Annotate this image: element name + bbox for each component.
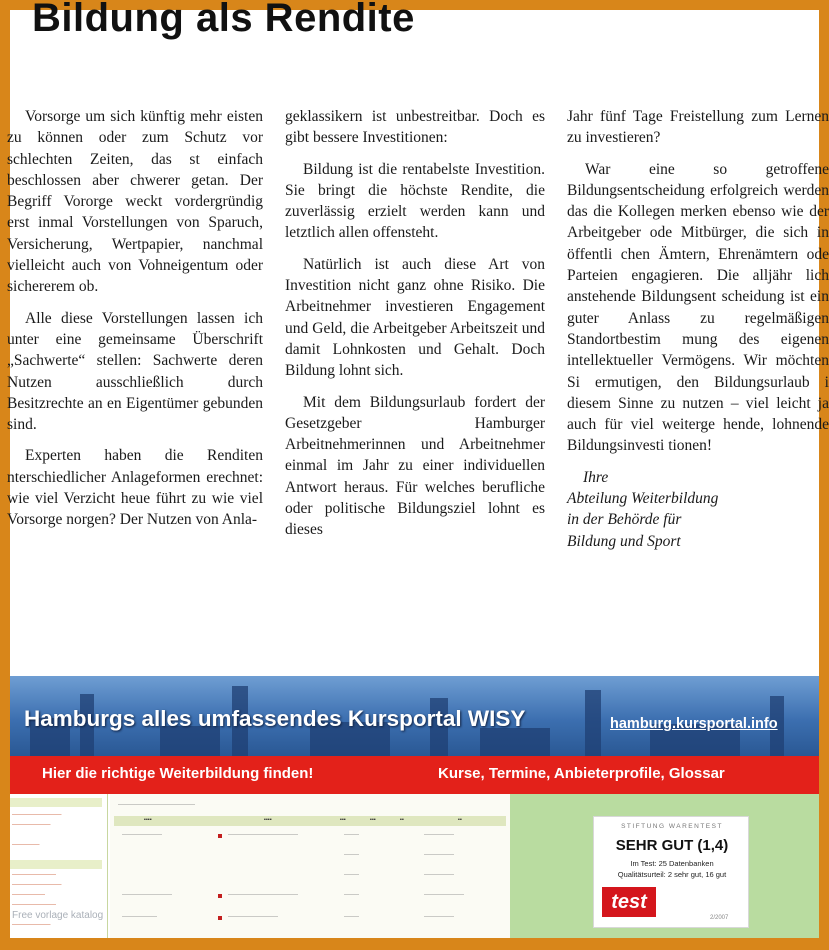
- table-cell: ——————: [424, 832, 454, 838]
- table-cell: ——————————: [228, 914, 278, 920]
- paragraph: Natürlich ist auch diese Art von Investition nicht ganz ohne Risiko. Die Arbeitnehmer investieren Engagement und Geld, die Arbeitgeber Arbeitszeit und damit Lohnkosten und Gehalt. Doch Bildung lohnt sich.: [285, 255, 545, 380]
- watermark: Free vorlage katalog: [12, 910, 104, 921]
- table-cell: ——————: [424, 914, 454, 920]
- table-cell: ———: [344, 892, 359, 898]
- portal-screenshot: [10, 794, 819, 938]
- headline: Bildung als Rendite: [32, 0, 415, 40]
- portal-sidebar: [10, 794, 108, 938]
- tagline-right: Kurse, Termine, Anbieterprofile, Glossar: [438, 765, 725, 782]
- table-cell: ——————————: [122, 892, 172, 898]
- table-cell: ———————: [122, 914, 157, 920]
- signature-line: Bildung und Sport: [567, 532, 681, 550]
- tagline-left: Hier die richtige Weiterbildung finden!: [42, 765, 314, 782]
- table-cell: ————————: [122, 832, 162, 838]
- signature: [567, 467, 829, 552]
- column-header: ▪▪▪▪: [144, 817, 152, 823]
- table-cell: ———: [344, 832, 359, 838]
- portal-results-table: [110, 794, 510, 938]
- column-header: ▪▪▪▪: [264, 817, 272, 823]
- banner-header: [10, 676, 819, 756]
- paragraph: Bildung ist die rentabelste Investition. Sie bringt die höchste Rendite, die zuverlässig erzielt werden kann und letztlich allen offensteht.: [285, 160, 545, 242]
- row-marker: [218, 834, 222, 838]
- table-cell: ——————: [424, 852, 454, 858]
- paragraph: Alle diese Vorstellungen lassen ich unter eine gemeinsame Überschrift „Sachwerte“ stellen: Sachwerte deren Nutzen ausschließlich durch Besitzrechte an en Eigentümer gebunden sind.: [7, 309, 263, 434]
- article-column-1: [7, 106, 263, 541]
- signature-line: in der Behörde für: [567, 511, 682, 529]
- paragraph: Experten haben die Renditen nterschiedlicher Anlageformen erechnet: wie viel Verzicht heue führt zu wie viel Vorsorge norgen? Der Nutzen von Anla-: [7, 447, 263, 529]
- row-marker: [218, 894, 222, 898]
- sidebar-line: —————————: [12, 812, 62, 818]
- skyline-shape: [585, 690, 601, 756]
- column-header: ▪▪: [458, 817, 462, 823]
- sidebar-header: [10, 798, 102, 807]
- badge-detail: Im Test: 25 Datenbanken: [630, 859, 714, 868]
- table-row: [114, 914, 506, 928]
- sidebar-line: —————: [12, 842, 40, 848]
- badge-detail: Qualitätsurteil: 2 sehr gut, 16 gut: [617, 870, 727, 879]
- column-header: ▪▪▪: [340, 817, 346, 823]
- table-row: [114, 832, 506, 846]
- signature-line: Abteilung Weiterbildung: [567, 490, 719, 508]
- sidebar-line: ——————: [12, 892, 45, 898]
- banner-url-link[interactable]: hamburg.kursportal.info: [610, 716, 778, 732]
- banner-title: Hamburgs alles umfassendes Kursportal WISY: [24, 706, 526, 731]
- kursportal-banner[interactable]: [10, 676, 819, 938]
- table-row: [114, 892, 506, 906]
- paragraph: War eine so getroffene Bildungsentscheidung erfolgreich werden das die Kollegen merken ebenso wie der Arbeitgeber ode Mitbürger, die sich in öffentli chen Ämtern, Ehrenämtern ode Parteien engagieren. Die alljähr lich anstehende Bildungsent scheidung ist ein guter Anlass zu regelmäßigen Standortbestim mung des eigenen intellektueller Vermögens. Wir möchten Si ermutigen, den Bildungsurlaub i diesem Sinne zu nutzen – viel leicht ja auch für viel weiterge hende, lohnende Bildungsinvesti tionen!: [567, 160, 829, 455]
- table-cell: ———: [344, 872, 359, 878]
- badge-rating: SEHR GUT (1,4): [615, 837, 729, 854]
- stiftung-warentest-badge: [593, 816, 749, 928]
- article-column-3: [567, 106, 829, 552]
- column-header: ▪▪: [400, 817, 404, 823]
- paragraph: Mit dem Bildungsurlaub fordert der Gesetzgeber Hamburger Arbeitnehmerinnen und Arbeitnehmer einmal im Jahr zu einer individuellen Antwort heraus. Für welches berufliche oder politische Bildungsziel lohnt es dieses: [285, 393, 545, 539]
- table-cell: ——————————————: [228, 892, 298, 898]
- paragraph: Vorsorge um sich künftig mehr eisten zu können oder zum Schutz vor schlechten Zeiten, das st einfach beschlossen aber chwerer getan. Der Begriff Vororge weckt vordergründig erst inmal Vorstellungen von Sparuch, Versicherung, Wertpapier, nanchmal vielleicht auch von Vohneigentum oder sichererem ob.: [7, 108, 263, 296]
- page: [7, 0, 829, 938]
- test-logo: test: [602, 887, 656, 917]
- portal-breadcrumb: ——————————————: [118, 802, 195, 808]
- table-cell: ——————————————: [228, 832, 298, 838]
- sidebar-header: [10, 860, 102, 869]
- paragraph: Jahr fünf Tage Freistellung zum Lernen zu investieren?: [567, 108, 829, 147]
- paragraph: geklassikern ist unbestreitbar. Doch es gibt bessere Investitionen:: [285, 108, 545, 147]
- sidebar-line: ———————: [12, 922, 51, 928]
- table-cell: ———: [344, 914, 359, 920]
- sidebar-line: ————————: [12, 872, 56, 878]
- sidebar-line: ————————: [12, 902, 56, 908]
- table-cell: ————————: [424, 892, 464, 898]
- table-cell: ——————: [424, 872, 454, 878]
- column-header: ▪▪▪: [370, 817, 376, 823]
- sidebar-line: —————————: [12, 882, 62, 888]
- article-column-2: [285, 106, 545, 551]
- badge-issuer: STIFTUNG WARENTEST: [621, 823, 723, 830]
- banner-tagline-bar: [10, 756, 819, 794]
- signature-line: Ihre: [583, 468, 609, 486]
- badge-date: 2/2007: [710, 915, 729, 921]
- table-cell: ———: [344, 852, 359, 858]
- skyline-shape: [480, 728, 550, 756]
- table-header: [114, 816, 506, 826]
- table-row: [114, 872, 506, 886]
- sidebar-line: ———————: [12, 822, 51, 828]
- table-row: [114, 852, 506, 866]
- row-marker: [218, 916, 222, 920]
- test-award-panel: [510, 794, 819, 938]
